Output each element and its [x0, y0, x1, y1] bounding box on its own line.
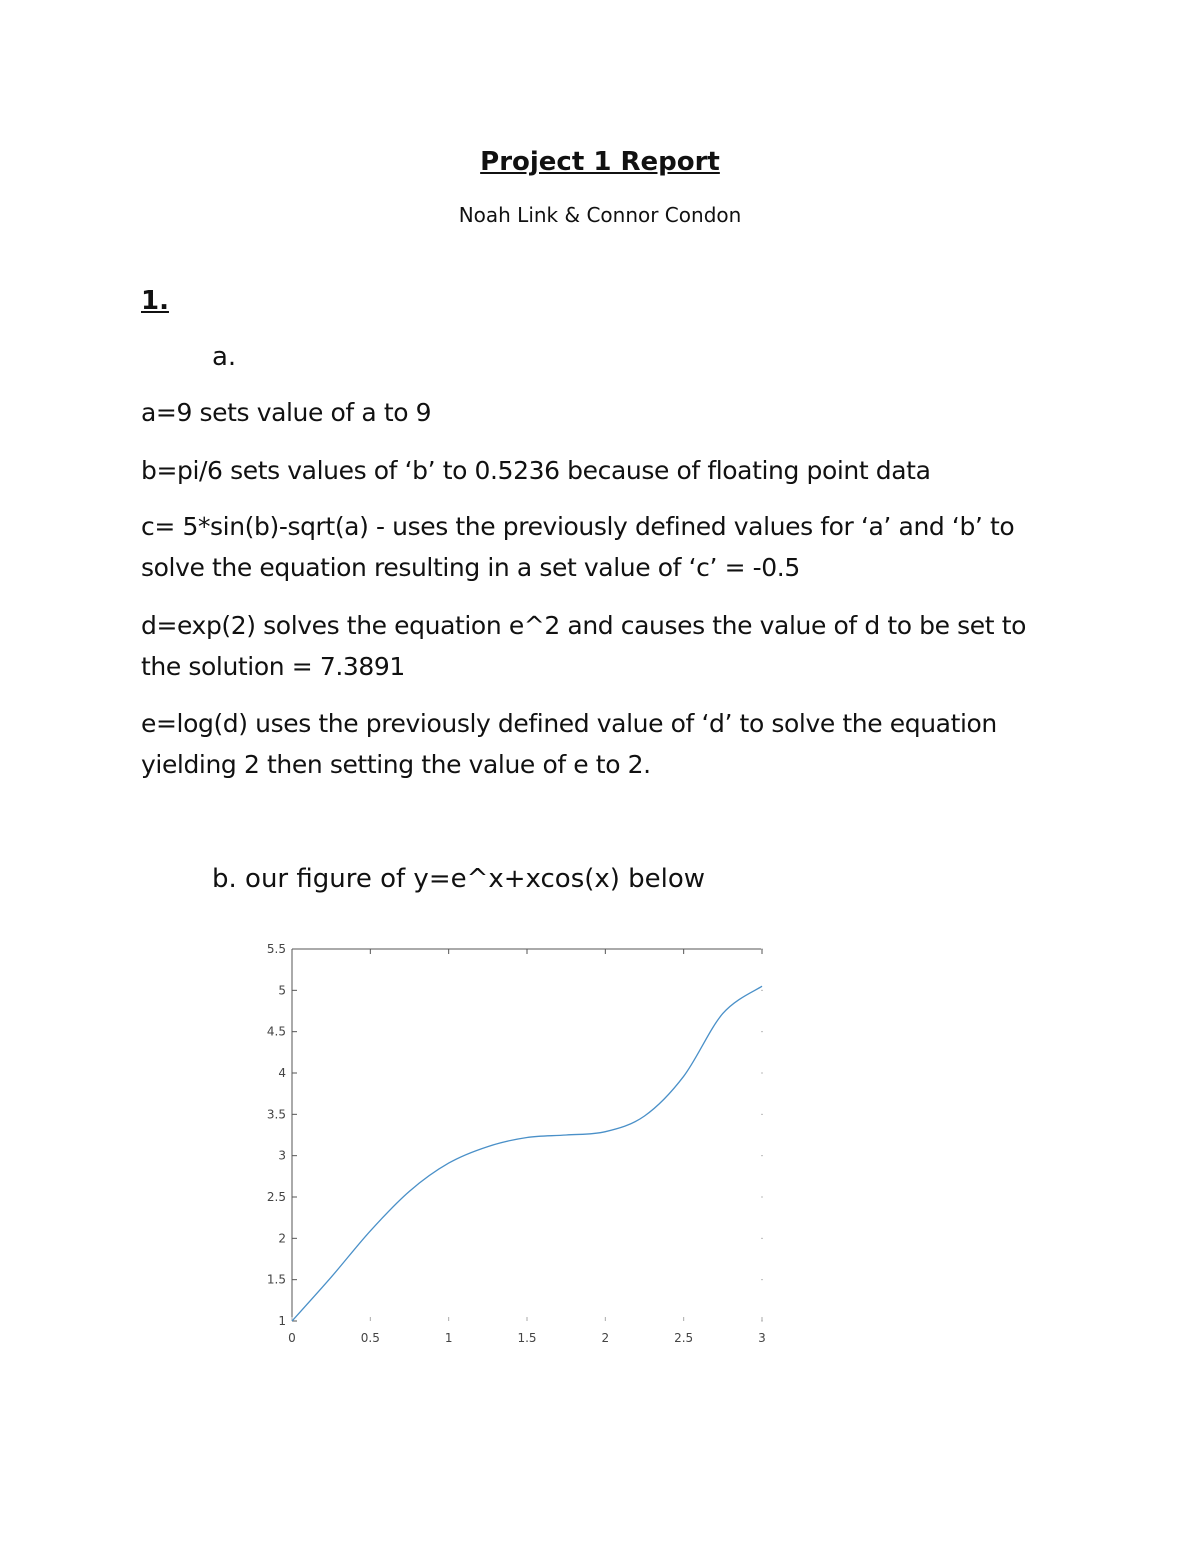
- x-tick-label: 3: [758, 1331, 766, 1345]
- y-tick-label: 5.5: [266, 942, 286, 956]
- paragraph-line: b=pi/6 sets values of ‘b’ to 0.5236 because of floating point data: [141, 456, 931, 485]
- paragraph-a: [141, 392, 1061, 433]
- paragraph-d: [141, 605, 1061, 687]
- paragraph-line: a=9 sets value of a to 9: [141, 398, 432, 427]
- marks-layer: [292, 986, 762, 1321]
- paragraph-line: e=log(d) uses the previously defined value of ‘d’ to solve the equation: [141, 709, 997, 738]
- y-tick-label: 5: [278, 983, 286, 998]
- part-a-label: a.: [212, 342, 237, 372]
- section-number: 1.: [141, 286, 169, 316]
- y-tick-label: 4.5: [266, 1024, 286, 1039]
- figure-plot: [230, 930, 790, 1360]
- x-tick-label: 0: [288, 1331, 296, 1345]
- paragraph-e: [141, 703, 1061, 785]
- line-chart: [230, 930, 790, 1360]
- paragraph-line: yielding 2 then setting the value of e to 2.: [141, 750, 651, 779]
- y-tick-label: 1.5: [266, 1272, 286, 1287]
- y-tick-label: 4: [278, 1066, 286, 1080]
- paragraph-line: c= 5*sin(b)-sqrt(a) - uses the previously defined values for ‘a’ and ‘b’ to: [141, 512, 1015, 541]
- series-line: [292, 986, 762, 1321]
- paragraph-line: d=exp(2) solves the equation e^2 and causes the value of d to be set to: [141, 611, 1027, 640]
- y-tick-label: 3: [278, 1148, 286, 1163]
- paragraph-line: the solution = 7.3891: [141, 652, 405, 681]
- paragraph-c: [141, 506, 1061, 588]
- y-tick-label: 2.5: [266, 1190, 286, 1204]
- x-tick-label: 1: [444, 1331, 453, 1345]
- paragraph-line: solve the equation resulting in a set value of ‘c’ = -0.5: [141, 553, 800, 582]
- authors-line: Noah Link & Connor Condon: [458, 203, 742, 227]
- y-tick-label: 2: [278, 1231, 286, 1246]
- y-tick-label: 3.5: [266, 1107, 286, 1122]
- x-tick-label: 2: [601, 1331, 610, 1345]
- x-tick-label: 0.5: [360, 1331, 380, 1345]
- y-tick-label: 1: [278, 1314, 286, 1328]
- axes-layer: [267, 942, 766, 1345]
- x-tick-label: 1.5: [517, 1331, 537, 1345]
- part-b-label: b. our figure of y=e^x+xcos(x) below: [212, 864, 706, 894]
- x-tick-label: 2.5: [674, 1331, 694, 1345]
- paragraph-b: [141, 450, 1061, 491]
- page-title: Project 1 Report: [480, 147, 720, 177]
